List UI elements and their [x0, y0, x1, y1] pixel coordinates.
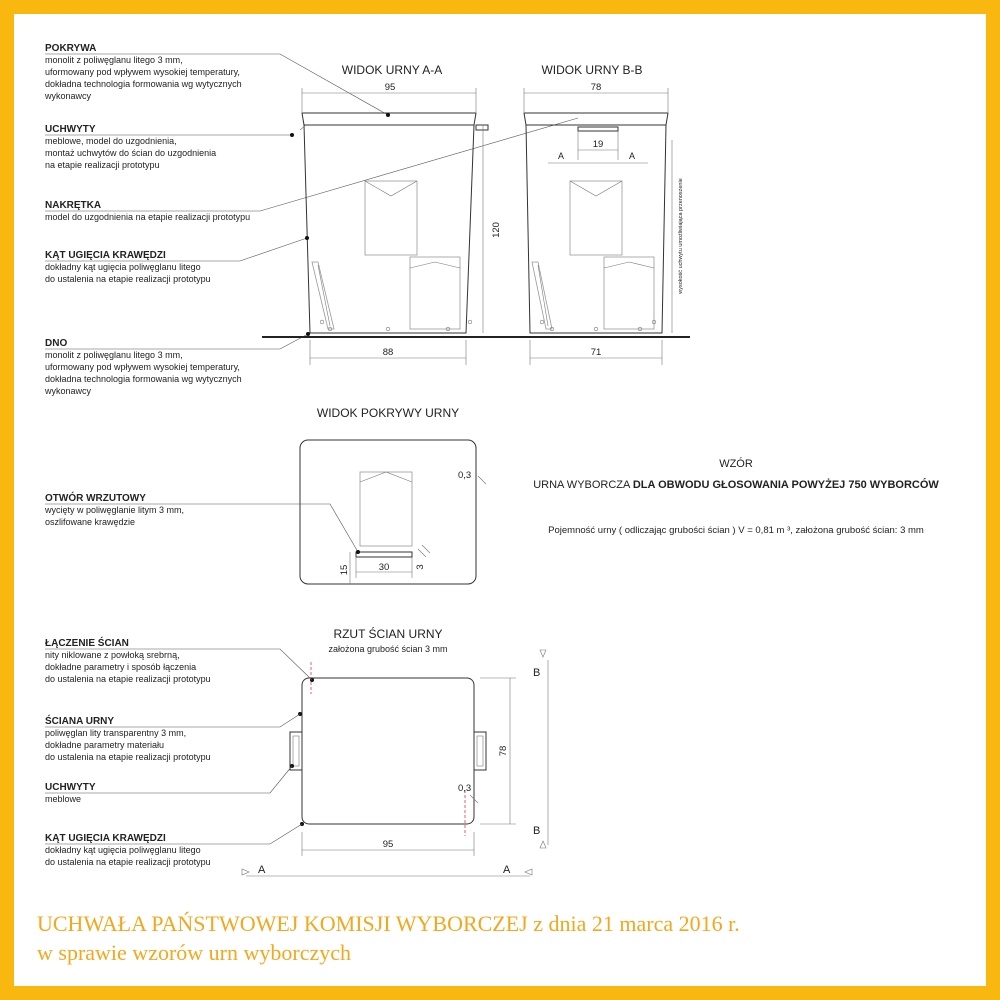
annotation-line: do ustalenia na etapie realizacji prototypu: [45, 274, 211, 284]
annotation-line: wycięty w poliwęglanie litym 3 mm,: [45, 505, 185, 515]
dim-width-bottom: 88: [382, 347, 394, 358]
annotation-heading: KĄT UGIĘCIA KRAWĘDZI: [45, 250, 166, 261]
annotation-line: dokładne parametry i sposób łączenia: [45, 662, 197, 672]
dim-slot: 19: [592, 139, 604, 150]
anchor-dot: [386, 113, 390, 117]
plan-view-title: RZUT ŚCIAN URNY: [333, 627, 443, 641]
annotation-line: na etapie realizacji prototypu: [45, 160, 160, 170]
capacity-note: Pojemność urny ( odliczając grubości ścian ) V = 0,81 m ³, założona grubość ścian: 3 mm: [548, 525, 924, 536]
annotation-line: wykonawcy: [45, 91, 92, 101]
plan-view: [242, 626, 548, 876]
annotation-heading: DNO: [45, 338, 68, 349]
envelope: [570, 181, 622, 255]
dim-slot-height: 3: [415, 564, 426, 570]
annotation-line: dokładne parametry materiału: [45, 740, 165, 750]
annotation-line: poliwęglan lity transparentny 3 mm,: [45, 728, 187, 738]
anchor-dot: [290, 133, 294, 137]
handle: [476, 125, 488, 130]
dim-edge: 0,3: [458, 783, 472, 794]
footer-line-2: w sprawie wzorów urn wyborczych: [37, 940, 352, 965]
anchor-dot: [305, 236, 309, 240]
lid: [524, 113, 668, 125]
annotation-heading: ŚCIANA URNY: [45, 716, 115, 727]
lid-view: [44, 406, 486, 584]
envelope: [360, 472, 412, 546]
annotation-heading: UCHWYTY: [45, 124, 96, 135]
annotation-line: oszlifowane krawędzie: [45, 517, 136, 527]
section-label: A: [628, 151, 636, 161]
annotation-heading: UCHWYTY: [45, 782, 96, 793]
annotation-line: dokładny kąt ugięcia poliwęglanu litego: [45, 262, 201, 272]
dim-slot-offset: 15: [339, 564, 350, 576]
annotation-line: nity niklowane z powłoką srebrną,: [45, 650, 180, 660]
footer-line-1: UCHWAŁA PAŃSTWOWEJ KOMISJI WYBORCZEJ z dnia 21 marca 2016 r.: [37, 911, 740, 936]
annotation-line: montaż uchwytów do ścian do uzgodnienia: [45, 148, 217, 158]
view-aa-title: WIDOK URNY A-A: [341, 63, 443, 77]
footer: [37, 911, 740, 965]
section-marker: A: [503, 864, 511, 876]
envelope: [312, 262, 334, 329]
annotation-plan-handles: [45, 766, 292, 804]
section-marker: A: [258, 864, 266, 876]
template-title-block: [533, 457, 939, 536]
view-bb: [505, 63, 690, 365]
annotation-line: do ustalenia na etapie realizacji prototypu: [45, 674, 211, 684]
dim-slot-width: 30: [378, 562, 390, 573]
envelope: [532, 262, 552, 329]
annotation-line: dokładna technologia formowania wg wytycznych: [45, 79, 242, 89]
section-label: A: [557, 151, 565, 161]
handle: [474, 732, 486, 770]
annotation-heading: NAKRĘTKA: [45, 200, 102, 211]
annotation-nut: [45, 118, 578, 222]
section-marker: B: [533, 667, 541, 679]
annotation-bottom: [44, 334, 308, 396]
template-title: [533, 478, 939, 491]
dim-width-top: 78: [590, 82, 602, 93]
annotation-line: wykonawcy: [45, 386, 92, 396]
annotation-line: uformowany pod wpływem wysokiej temperatury,: [45, 362, 240, 372]
dim-height: 120: [491, 222, 502, 238]
annotation-line: dokładna technologia formowania wg wytycznych: [45, 374, 242, 384]
anchor-dot: [356, 550, 360, 554]
annotation-line: do ustalenia na etapie realizacji prototypu: [45, 752, 211, 762]
dim-width-bottom: 71: [590, 347, 602, 358]
annotation-edge-bend: [45, 238, 307, 284]
annotation-wall: [45, 714, 300, 762]
dim-depth: 78: [498, 745, 509, 757]
lid-view-title: WIDOK POKRYWY URNY: [316, 406, 460, 420]
template-label: WZÓR: [719, 458, 753, 470]
annotation-line: model do uzgodnienia na etapie realizacji prototypu: [45, 212, 251, 222]
annotation-line: uformowany pod wpływem wysokiej temperatury,: [45, 67, 240, 77]
wall-outline: [302, 678, 474, 824]
dim-edge: 0,3: [458, 470, 472, 481]
annotation-plan-edge-bend: [45, 824, 302, 867]
dim-width: 95: [382, 839, 394, 850]
annotation-heading: KĄT UGIĘCIA KRAWĘDZI: [45, 833, 166, 844]
template-title-bold: DLA OBWODU GŁOSOWANIA POWYŻEJ 750 WYBORCÓW: [632, 479, 939, 491]
section-marker: B: [533, 825, 541, 837]
annotation-wall-joining: [45, 636, 312, 684]
plan-view-subtitle: założona grubość ścian 3 mm: [328, 644, 448, 654]
side-note: wysokość uchwytu umożliwiająca przenoszenie: [678, 178, 684, 294]
envelope: [604, 257, 654, 329]
annotation-line: monolit z poliwęglanu litego 3 mm,: [45, 350, 183, 360]
annotation-line: dokładny kąt ugięcia poliwęglanu litego: [45, 845, 201, 855]
annotation-line: meblowe: [45, 794, 82, 804]
anchor-dot: [306, 332, 310, 336]
annotation-lid: [44, 43, 388, 115]
view-bb-title: WIDOK URNY B-B: [541, 63, 643, 77]
envelope: [410, 257, 460, 329]
annotation-heading: POKRYWA: [45, 43, 97, 54]
insert-slot: [578, 127, 618, 131]
annotation-line: meblowe, model do uzgodnienia,: [45, 136, 177, 146]
annotation-handles: [45, 124, 290, 170]
annotation-heading: ŁĄCZENIE ŚCIAN: [45, 638, 129, 649]
template-title-plain: URNA WYBORCZA: [533, 479, 633, 491]
insert-slot: [356, 552, 412, 557]
annotation-line: do ustalenia na etapie realizacji prototypu: [45, 857, 211, 867]
annotation-heading: OTWÓR WRZUTOWY: [45, 493, 146, 504]
dim-width-top: 95: [384, 82, 396, 93]
envelope: [365, 181, 417, 255]
annotation-line: monolit z poliwęglanu litego 3 mm,: [45, 55, 183, 65]
view-aa: [262, 63, 505, 365]
